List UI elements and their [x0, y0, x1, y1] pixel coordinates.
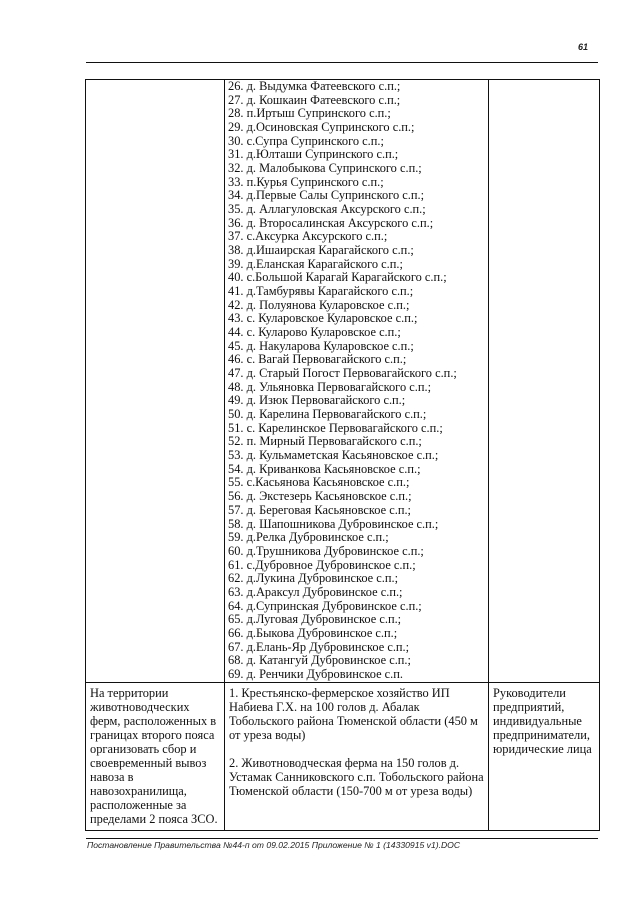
settlement-list: [225, 80, 488, 682]
list-item: 30. с.Супра Супринского с.п.;: [228, 133, 384, 148]
list-item: 43. с. Куларовское Куларовское с.п.;: [228, 311, 418, 326]
measure-cell-empty: [86, 80, 225, 683]
list-item: 51. с. Карелинское Первовагайского с.п.;: [228, 420, 443, 435]
settlements-cell: [225, 80, 489, 683]
list-item: 54. д. Криванкова Касьяновское с.п.;: [228, 461, 421, 476]
measures-table: [85, 79, 600, 831]
list-item: 67. д.Елань-Яр Дубровинское с.п.;: [228, 639, 410, 654]
footer-text: Постановление Правительства №44-п от 09.02.2015 Приложение № 1 (14330915 v1).DOC: [87, 840, 461, 850]
list-item: 59. д.Релка Дубровинское с.п.;: [228, 530, 389, 545]
list-item: 39. д.Еланская Карагайского с.п.;: [228, 256, 403, 271]
list-item: 34. д.Первые Салы Супринского с.п.;: [228, 188, 425, 203]
list-item: 36. д. Второсалинская Аксурского с.п.;: [228, 215, 434, 230]
footer-rule: [86, 838, 598, 839]
list-item: 69. д. Ренчики Дубровинское с.п.: [228, 666, 404, 681]
list-item: 41. д.Тамбурявы Карагайского с.п.;: [228, 284, 414, 299]
header-rule: [86, 62, 598, 63]
page-number: 61: [578, 42, 589, 52]
list-item: 33. п.Курья Супринского с.п.;: [228, 174, 384, 189]
list-item: 35. д. Аллагуловская Аксурского с.п.;: [228, 202, 426, 217]
list-item: 31. д.Юлташи Супринского с.п.;: [228, 147, 399, 162]
list-item: 64. д.Супринская Дубровинское с.п.;: [228, 598, 422, 613]
list-item: 57. д. Береговая Касьяновское с.п.;: [228, 502, 412, 517]
list-item: 42. д. Полуянова Куларовское с.п.;: [228, 297, 410, 312]
list-item: 38. д.Ишаирская Карагайского с.п.;: [228, 243, 414, 258]
list-item: 37. с.Аксурка Аксурского с.п.;: [228, 229, 388, 244]
list-item: 44. с. Куларово Куларовское с.п.;: [228, 325, 401, 340]
list-item: 45. д. Накуларова Куларовское с.п.;: [228, 338, 414, 353]
list-item: 27. д. Кошкаин Фатеевского с.п.;: [228, 92, 401, 107]
list-item: 61. с.Дубровное Дубровинское с.п.;: [228, 557, 416, 572]
list-item: 26. д. Выдумка Фатеевского с.п.;: [228, 79, 401, 93]
table-row: [86, 80, 600, 683]
list-item: 29. д.Осиновская Супринского с.п.;: [228, 120, 415, 135]
list-item: 63. д.Араксул Дубровинское с.п.;: [228, 584, 403, 599]
list-item: 50. д. Карелина Первовагайского с.п.;: [228, 407, 427, 422]
table-row: [86, 682, 600, 830]
objects-cell: [225, 682, 489, 830]
list-item: 66. д.Быкова Дубровинское с.п.;: [228, 625, 398, 640]
list-item: 62. д.Лукина Дубровинское с.п.;: [228, 571, 399, 586]
list-item: 32. д. Малобыкова Супринского с.п.;: [228, 161, 422, 176]
list-item: 48. д. Ульяновка Первовагайского с.п.;: [228, 379, 432, 394]
list-item: 53. д. Кульмаметская Касьяновское с.п.;: [228, 448, 439, 463]
responsible-cell: [489, 682, 600, 830]
list-item: 40. с.Большой Карагай Карагайского с.п.;: [228, 270, 447, 285]
list-item: 52. п. Мирный Первовагайского с.п.;: [228, 434, 422, 449]
list-item: 47. д. Старый Погост Первовагайского с.п.;: [228, 366, 457, 381]
list-item: 68. д. Катангуй Дубровинское с.п.;: [228, 653, 411, 668]
measure-cell: [86, 682, 225, 830]
list-item: 49. д. Изюк Первовагайского с.п.;: [228, 393, 406, 408]
list-item: 65. д.Луговая Дубровинское с.п.;: [228, 612, 402, 627]
measure-text: На территории животноводческих ферм, расположенных в границах второго пояса организовать сбор и своевременный вывоз навоза в навозохранилища, расположенные за пределами 2 пояса ЗСО.: [90, 685, 218, 827]
responsible-text: Руководители предприятий, индивидуальные предприниматели, юридические лица: [493, 685, 592, 756]
list-item: 46. с. Вагай Первовагайского с.п.;: [228, 352, 407, 367]
list-item: 28. п.Иртыш Супринского с.п.;: [228, 106, 391, 121]
list-item: 56. д. Экстезерь Касьяновское с.п.;: [228, 489, 412, 504]
list-item: 60. д.Трушникова Дубровинское с.п.;: [228, 543, 424, 558]
list-item: 58. д. Шапошникова Дубровинское с.п.;: [228, 516, 439, 531]
object-item: 1. Крестьянско-фермерское хозяйство ИП Набиева Г.Х. на 100 голов д. Абалак Тобольского района Тюменской области (450 м от уреза воды): [229, 685, 478, 742]
list-item: 55. с.Касьянова Касьяновское с.п.;: [228, 475, 410, 490]
object-item: 2. Животноводческая ферма на 150 голов д. Устамак Санниковского с.п. Тобольского района Тюменской области (150-700 м от уреза воды): [229, 755, 484, 799]
responsible-cell-empty: [489, 80, 600, 683]
